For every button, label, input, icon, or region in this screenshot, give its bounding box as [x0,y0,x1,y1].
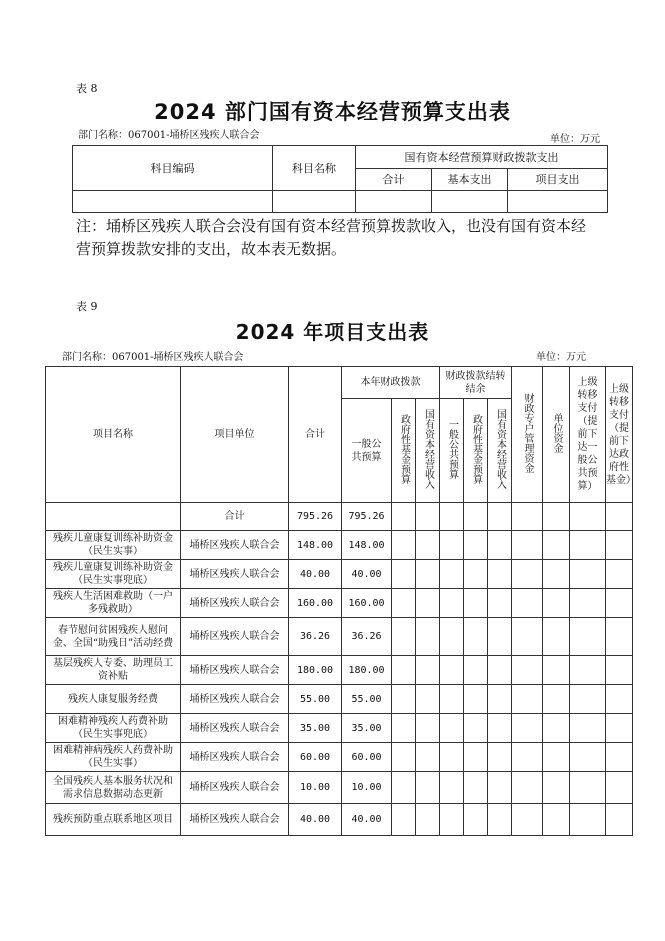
table9-header-carry-gov: 政府性基金预算 [470,413,482,484]
project-general-cell: 55.00 [342,685,392,714]
project-total-cell: 148.00 [289,531,342,560]
table9-header-transfer-general: 上级转移支付（提前下达一般公共预算） [577,377,598,492]
table9-header-cur-general-cell [342,399,392,503]
table9-cell-empty [570,618,606,656]
table9-cell-empty [512,531,543,560]
table9-cell-empty [440,772,464,804]
table9-cell-empty [416,656,440,685]
table9-cell-empty [416,772,440,804]
table9-cell-empty [392,589,416,618]
table9-cell-empty [512,772,543,804]
table9-cell-empty [512,560,543,589]
table9-cell-empty [606,714,633,743]
table9-cell-empty [606,560,633,589]
table-row [46,656,633,685]
table9-cell-empty [416,714,440,743]
table9-header-name: 项目名称 [46,367,181,503]
table9-header-transfer-gov-cell [606,367,637,503]
table9-total-row [46,503,633,531]
table9-cell-empty [440,531,464,560]
table9-cell-empty [543,685,570,714]
table9-cell-empty [606,743,633,772]
table9-header-org: 项目单位 [181,367,289,503]
table9-cell-empty [440,804,464,836]
table9-cell-empty [464,743,488,772]
table9-cell-empty [606,804,633,836]
table8 [72,145,608,213]
table9-cell-empty [464,656,488,685]
table9-cell-empty [512,714,543,743]
table9-cell-empty [488,560,512,589]
table9-cell-empty [543,714,570,743]
table9-cell-empty [440,714,464,743]
table9-total-value: 795.26 [289,503,342,531]
project-total-cell: 60.00 [289,743,342,772]
table9-header-unit-fund: 单位资金 [551,412,563,453]
project-name-cell: 残疾人生活困难救助（一户多残救助） [46,589,181,618]
table9-cell-empty [488,503,512,531]
table9-header-cur-gov: 政府性基金预算 [398,413,410,484]
table9-cell-empty [606,503,633,531]
project-total-cell: 180.00 [289,656,342,685]
table9-cell-empty [543,531,570,560]
project-total-cell: 40.00 [289,804,342,836]
table9-cell-empty [606,589,633,618]
table9-header-unit-fund-cell [543,367,570,503]
table9-cell-empty [392,685,416,714]
project-total-cell: 40.00 [289,560,342,589]
project-name-cell: 全国残疾人基本服务状况和需求信息数据动态更新 [46,772,181,804]
project-name-cell: 残疾儿童康复训练补助资金（民生实事） [46,531,181,560]
table9-cell-empty [464,685,488,714]
table8-empty-cell [432,191,508,213]
table-row [46,618,633,656]
table9-cell-empty [488,685,512,714]
table9-cell-empty [543,589,570,618]
table9-cell-empty [392,714,416,743]
project-name-cell: 残疾人康复服务经费 [46,685,181,714]
table9-header-transfer-general-cell [570,367,606,503]
table9-cell-empty [440,618,464,656]
table9-header-carry-gov-cell [464,399,488,503]
table9-header-carry-state: 国有资本经营收入 [494,408,506,489]
table9-cell-empty [606,531,633,560]
table9-cell-empty [570,656,606,685]
table9-unit: 单位：万元 [536,352,586,363]
project-name-cell: 困难精神病残疾人药费补助（民生实事） [46,743,181,772]
table9-cell-empty [606,685,633,714]
table9-header-carry-general: 一般公共预算 [446,418,458,479]
table9-cell-empty [440,743,464,772]
table-row [46,685,633,714]
project-org-cell: 埇桥区残疾人联合会 [181,685,289,714]
table9-cell-empty [440,560,464,589]
table9-dept: 部门名称：067001-埇桥区残疾人联合会 [62,352,244,363]
table9-header-cur-state: 国有资本经营收入 [422,408,434,489]
table9-cell-empty [464,618,488,656]
table9-header-transfer-gov: 上级转移支付（提前下达政府性基金） [606,383,637,486]
project-org-cell: 埇桥区残疾人联合会 [181,743,289,772]
table-row [46,743,633,772]
table9-cell-empty [570,503,606,531]
project-general-cell: 35.00 [342,714,392,743]
table9-cell-empty [543,743,570,772]
table-row [46,714,633,743]
table8-empty-cell [356,191,432,213]
project-org-cell: 埇桥区残疾人联合会 [181,772,289,804]
table9-cell-empty [606,618,633,656]
table9-header-carry-general-cell [440,399,464,503]
project-total-cell: 55.00 [289,685,342,714]
table9-cell-empty [488,531,512,560]
table9-cell-empty [392,772,416,804]
table9-cell-empty [440,685,464,714]
table8-unit: 单位：万元 [550,134,600,145]
table9-cell-empty [392,531,416,560]
project-general-cell: 40.00 [342,804,392,836]
project-total-cell: 10.00 [289,772,342,804]
table8-title: 2024 部门国有资本经营预算支出表 [154,100,511,124]
table9-cell-empty [512,743,543,772]
project-org-cell: 埇桥区残疾人联合会 [181,804,289,836]
table9-cell-empty [512,804,543,836]
table9-cell-empty [416,560,440,589]
table9-cell-empty [512,656,543,685]
table9-cell-empty [543,503,570,531]
project-org-cell: 埇桥区残疾人联合会 [181,560,289,589]
table9-cell-empty [570,531,606,560]
table9-cell-empty [392,503,416,531]
table9-cell-empty [512,618,543,656]
table-row [46,531,633,560]
table9-cell-empty [570,685,606,714]
project-name-cell: 残疾预防重点联系地区项目 [46,804,181,836]
project-total-cell: 36.26 [289,618,342,656]
project-total-cell: 35.00 [289,714,342,743]
table8-header-project: 项目支出 [508,169,608,191]
project-org-cell: 埇桥区残疾人联合会 [181,531,289,560]
table9-header-cur-general: 一般公共预算 [351,438,382,463]
table8-empty-cell [508,191,608,213]
table9-cell-empty [392,804,416,836]
table9-cell-empty [464,589,488,618]
table9-cell-empty [543,772,570,804]
table9-header-total: 合计 [289,367,342,503]
table9-total-general: 795.26 [342,503,392,531]
project-general-cell: 40.00 [342,560,392,589]
table8-header-total: 合计 [356,169,432,191]
table9-cell-empty [440,589,464,618]
table9-cell-empty [464,714,488,743]
table9-header-special: 财政专户管理资金 [522,392,534,473]
project-name-cell: 困难精神残疾人药费补助（民生实事兜底） [46,714,181,743]
table9-cell-empty [416,589,440,618]
project-general-cell: 60.00 [342,743,392,772]
table9-cell-empty [570,560,606,589]
project-total-cell: 160.00 [289,589,342,618]
table9-cell-empty [543,656,570,685]
project-org-cell: 埇桥区残疾人联合会 [181,618,289,656]
table9-cell-empty [416,531,440,560]
table-row [46,804,633,836]
table9-cell-empty [416,618,440,656]
project-general-cell: 160.00 [342,589,392,618]
table-row [46,589,633,618]
table9-cell-empty [606,772,633,804]
table8-header-group: 国有资本经营预算财政拨款支出 [356,146,608,169]
table9-label: 表 9 [76,300,98,313]
table9-cell-empty [488,589,512,618]
table9-cell-empty [543,560,570,589]
project-org-cell: 埇桥区残疾人联合会 [181,656,289,685]
table8-note: 注：埇桥区残疾人联合会没有国有资本经营预算拨款收入，也没有国有资本经营预算拨款安排的支出，故本表无数据。 [76,217,587,258]
table9-cell-empty [512,503,543,531]
project-general-cell: 10.00 [342,772,392,804]
table9-cell-empty [416,685,440,714]
table9-cell-empty [392,560,416,589]
project-org-cell: 埇桥区残疾人联合会 [181,714,289,743]
table-row [46,560,633,589]
table9-cell-empty [570,589,606,618]
table9-cell-empty [440,503,464,531]
table9-cell-empty [570,714,606,743]
table9-header-carry-cell [440,367,512,399]
table9-cell-empty [543,618,570,656]
table9-cell-empty [570,804,606,836]
table8-header-name: 科目名称 [273,146,356,191]
table9-cell-empty [416,503,440,531]
table9-header-current: 本年财政拨款 [342,367,440,399]
table9-cell-empty [392,743,416,772]
table9-header-carry-state-cell [488,399,512,503]
table9-cell-empty [570,772,606,804]
table9-cell-empty [46,503,181,531]
table9-cell-empty [392,656,416,685]
project-general-cell: 180.00 [342,656,392,685]
table9-cell-empty [606,656,633,685]
table9-cell-empty [488,714,512,743]
table8-dept: 部门名称：067001-埇桥区残疾人联合会 [78,130,260,141]
table-row [46,772,633,804]
table8-empty-cell [73,191,273,213]
table8-empty-cell [273,191,356,213]
table9-cell-empty [570,743,606,772]
project-name-cell: 春节慰问贫困残疾人慰问金、全国“助残日”活动经费 [46,618,181,656]
table9-total-label: 合计 [181,503,289,531]
table9-cell-empty [488,743,512,772]
project-name-cell: 残疾儿童康复训练补助资金（民生实事兜底） [46,560,181,589]
project-name-cell: 基层残疾人专委、助理员工资补贴 [46,656,181,685]
table9-header-cur-gov-cell [392,399,416,503]
table9-cell-empty [512,685,543,714]
table8-label: 表 8 [76,82,98,95]
table9-cell-empty [416,743,440,772]
table9-cell-empty [488,618,512,656]
table9-header-carry: 财政拨款结转结余 [445,370,506,395]
table9-cell-empty [464,560,488,589]
table9-cell-empty [440,656,464,685]
table9-cell-empty [464,531,488,560]
table9-cell-empty [543,804,570,836]
project-general-cell: 36.26 [342,618,392,656]
table9-cell-empty [488,772,512,804]
table9-title: 2024 年项目支出表 [235,320,430,344]
table8-header-code: 科目编码 [73,146,273,191]
table9-cell-empty [464,503,488,531]
table9-header-cur-state-cell [416,399,440,503]
table9-cell-empty [392,618,416,656]
project-org-cell: 埇桥区残疾人联合会 [181,589,289,618]
table9-cell-empty [488,804,512,836]
table9-cell-empty [512,589,543,618]
table9 [45,366,637,836]
table9-cell-empty [416,804,440,836]
table9-cell-empty [464,772,488,804]
table9-cell-empty [464,804,488,836]
project-general-cell: 148.00 [342,531,392,560]
table9-cell-empty [488,656,512,685]
table9-header-special-cell [512,367,543,503]
table8-header-basic: 基本支出 [432,169,508,191]
